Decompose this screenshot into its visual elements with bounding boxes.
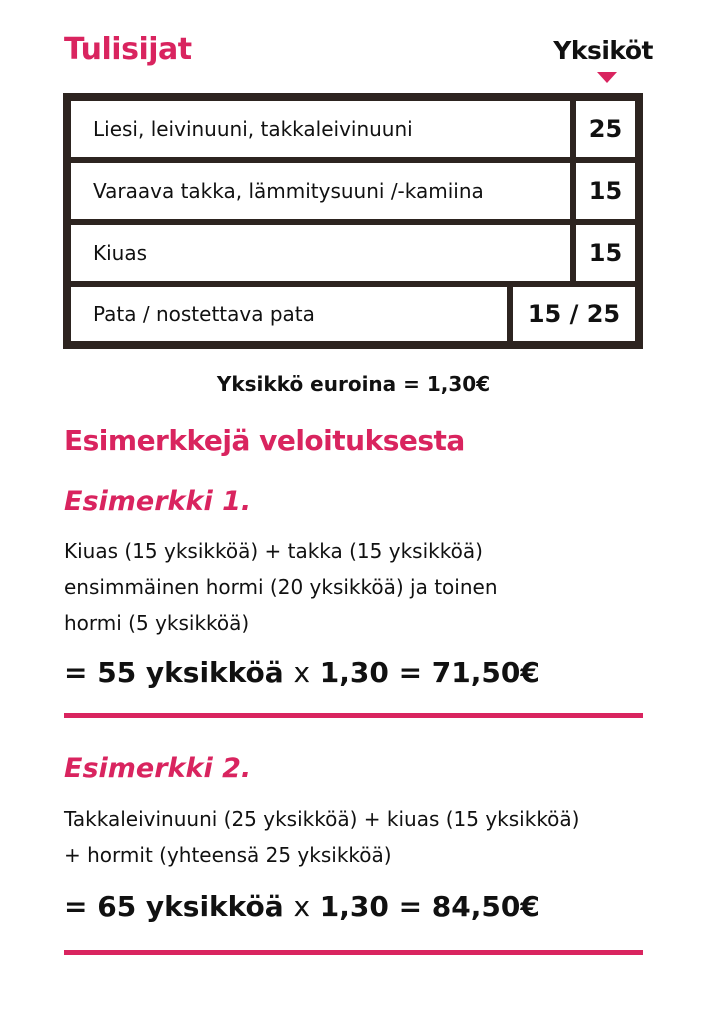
table-row-label: Pata / nostettava pata bbox=[71, 287, 507, 341]
example-result bbox=[64, 890, 540, 923]
table-row-label: Kiuas bbox=[71, 225, 570, 281]
divider bbox=[64, 713, 643, 718]
examples-section-title: Esimerkkejä veloituksesta bbox=[64, 424, 465, 457]
table-row-label: Liesi, leivinuuni, takkaleivinuuni bbox=[71, 101, 570, 157]
result-units: = 55 yksikköä bbox=[64, 656, 284, 689]
description-line: Kiuas (15 yksikköä) + takka (15 yksikköä) bbox=[64, 539, 483, 563]
page-title: Tulisijat bbox=[64, 32, 192, 67]
table-row-units: 25 bbox=[576, 101, 635, 157]
description-line: ensimmäinen hormi (20 yksikköä) ja toinen bbox=[64, 575, 498, 599]
example-title: Esimerkki 2. bbox=[64, 753, 252, 784]
multiply-sign: x bbox=[293, 656, 311, 689]
table-row-units: 15 / 25 bbox=[513, 287, 635, 341]
table-row-label: Varaava takka, lämmitysuuni /-kamiina bbox=[71, 163, 570, 219]
example-description bbox=[64, 533, 664, 641]
example-description bbox=[64, 801, 664, 873]
arrow-down-icon bbox=[597, 72, 617, 83]
example-title: Esimerkki 1. bbox=[64, 486, 252, 517]
result-units: = 65 yksikköä bbox=[64, 890, 284, 923]
multiply-sign: x bbox=[293, 890, 311, 923]
units-column-header: Yksiköt bbox=[553, 36, 653, 65]
result-total: 1,30 = 84,50€ bbox=[319, 890, 540, 923]
result-total: 1,30 = 71,50€ bbox=[319, 656, 540, 689]
unit-price-text: Yksikkö euroina = 1,30€ bbox=[216, 372, 491, 396]
table-row-units: 15 bbox=[576, 225, 635, 281]
table-row-units: 15 bbox=[576, 163, 635, 219]
description-line: Takkaleivinuuni (25 yksikköä) + kiuas (15 yksikköä) bbox=[64, 807, 580, 831]
description-line: + hormit (yhteensä 25 yksikköä) bbox=[64, 843, 392, 867]
description-line: hormi (5 yksikköä) bbox=[64, 611, 250, 635]
example-result bbox=[64, 656, 540, 689]
fireplace-units-table bbox=[63, 93, 643, 349]
divider bbox=[64, 950, 643, 955]
